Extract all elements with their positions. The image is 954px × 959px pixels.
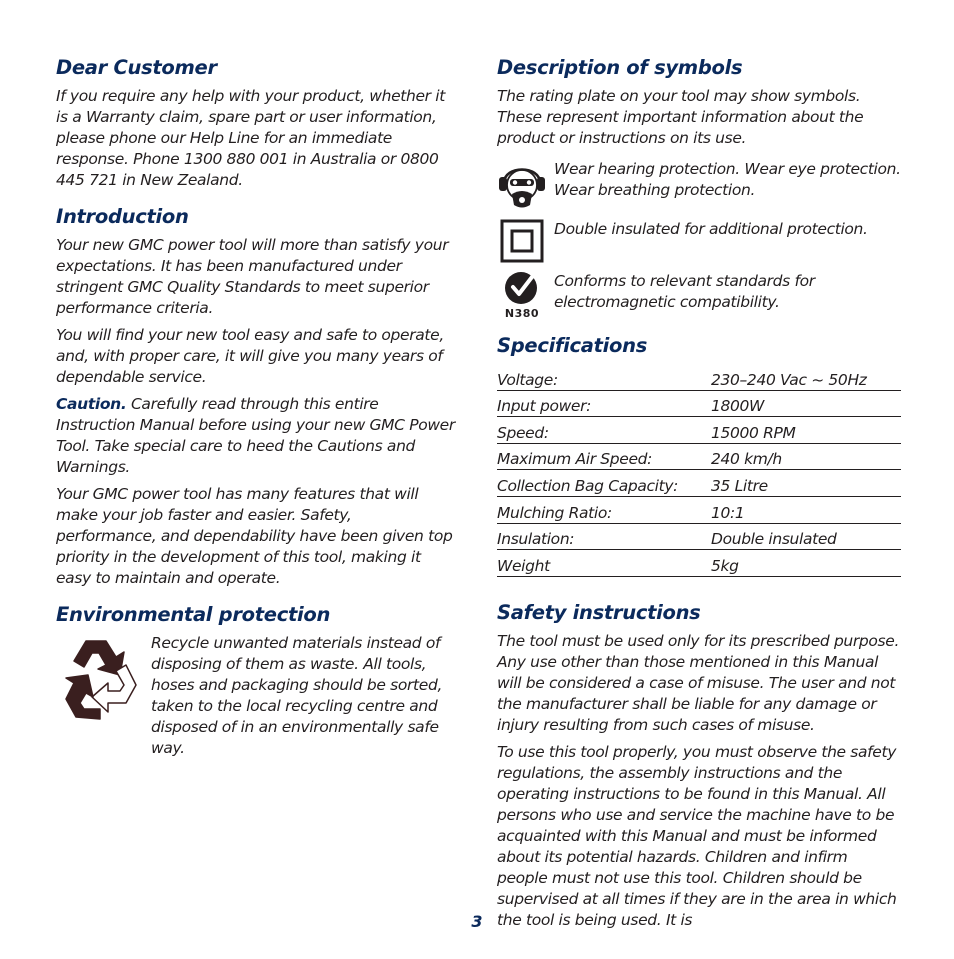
symbol-row-double-insulated <box>497 219 901 263</box>
table-row <box>497 417 901 444</box>
safety-paragraph-1: The tool must be used only for its prescribed purpose. Any use other than those mentioned in this Manual will be considered a case of misuse. The user and not the manufacturer shall be liable for any damage or injury resulting from such cases of misuse. <box>497 631 900 734</box>
table-row <box>497 443 901 470</box>
safety-heading: Safety instructions <box>497 600 701 624</box>
recycle-icon <box>56 635 146 721</box>
symbol-text-double-insulated: Double insulated for additional protection. <box>554 220 868 238</box>
spec-value: 35 Litre <box>711 470 901 497</box>
table-row <box>497 390 901 417</box>
symbol-text-protection: Wear hearing protection. Wear eye protection. Wear breathing protection. <box>554 160 901 199</box>
symbol-row-c-tick <box>497 271 901 320</box>
safety-paragraph-2: To use this tool properly, you must observe the safety regulations, the assembly instructions and the operating instructions to be found in this Manual. All persons who use and service the machine have to be acquainted with this Manual and must be informed about its potential hazards. Children and infirm people must not use this tool. Children should be supervised at all times if they are in the area in which the tool is being used. It is <box>497 742 897 929</box>
spec-label: Voltage: <box>497 364 711 390</box>
environmental-section <box>56 603 456 759</box>
table-row <box>497 550 901 577</box>
spec-value: 10:1 <box>711 496 901 523</box>
specifications-heading: Specifications <box>497 334 648 357</box>
double-insulated-icon <box>497 219 547 263</box>
symbols-heading: Description of symbols <box>497 56 743 79</box>
spec-value: 1800W <box>711 390 901 417</box>
caution-paragraph <box>56 394 456 478</box>
environmental-text: Recycle unwanted materials instead of disposing of them as waste. All tools, hoses and packaging should be sorted, taken to the local recycling centre and disposed of in an environmentally safe way. <box>151 634 443 757</box>
spec-label: Mulching Ratio: <box>497 496 711 523</box>
specifications-table <box>497 364 901 577</box>
caution-label: Caution. <box>56 395 127 413</box>
introduction-section <box>56 205 456 589</box>
symbols-intro: The rating plate on your tool may show symbols. These represent important information about the product or instructions on its use. <box>497 87 864 147</box>
table-row <box>497 523 901 550</box>
introduction-heading: Introduction <box>56 205 189 228</box>
dear-customer-heading: Dear Customer <box>56 56 217 79</box>
c-tick-code: N380 <box>504 307 540 320</box>
specifications-section <box>497 334 901 577</box>
symbol-row-protection <box>497 159 901 211</box>
table-row <box>497 364 901 390</box>
spec-value: 230–240 Vac ~ 50Hz <box>711 364 901 390</box>
spec-label: Maximum Air Speed: <box>497 443 711 470</box>
caution-text: Carefully read through this entire Instruction Manual before using your new GMC Power Tool. Take special care to heed the Cautions and Warnings. <box>56 395 455 476</box>
table-row <box>497 470 901 497</box>
protection-gear-icon <box>497 159 547 211</box>
page-number: 3 <box>471 912 483 931</box>
dear-customer-text: If you require any help with your product, whether it is a Warranty claim, spare part or user information, please phone our Help Line for an immediate response. Phone 1300 880 001 in Australia or 0800 445 721 in New Zealand. <box>56 87 445 189</box>
table-row <box>497 496 901 523</box>
spec-label: Speed: <box>497 417 711 444</box>
spec-label: Input power: <box>497 390 711 417</box>
spec-value: 5kg <box>711 550 901 577</box>
environmental-heading: Environmental protection <box>56 603 331 626</box>
introduction-paragraph-2: You will find your new tool easy and safe to operate, and, with proper care, it will give you many years of dependable service. <box>56 326 444 386</box>
spec-value: 15000 RPM <box>711 417 901 444</box>
introduction-paragraph-1: Your new GMC power tool will more than satisfy your expectations. It has been manufactured under stringent GMC Quality Standards to meet superior performance criteria. <box>56 236 449 317</box>
right-column <box>497 56 901 945</box>
c-tick-icon <box>497 271 547 320</box>
left-column <box>56 56 456 773</box>
spec-label: Weight <box>497 550 711 577</box>
spec-label: Collection Bag Capacity: <box>497 470 711 497</box>
dear-customer-section <box>56 56 456 191</box>
spec-value: Double insulated <box>711 523 901 550</box>
symbol-text-c-tick: Conforms to relevant standards for electromagnetic compatibility. <box>554 272 815 311</box>
symbols-section <box>497 56 901 320</box>
spec-label: Insulation: <box>497 523 711 550</box>
safety-section <box>497 601 901 931</box>
spec-value: 240 km/h <box>711 443 901 470</box>
introduction-paragraph-4: Your GMC power tool has many features that will make your job faster and easier. Safety, performance, and dependability have been given top priority in the development of this tool, making it easy to maintain and operate. <box>56 485 453 587</box>
